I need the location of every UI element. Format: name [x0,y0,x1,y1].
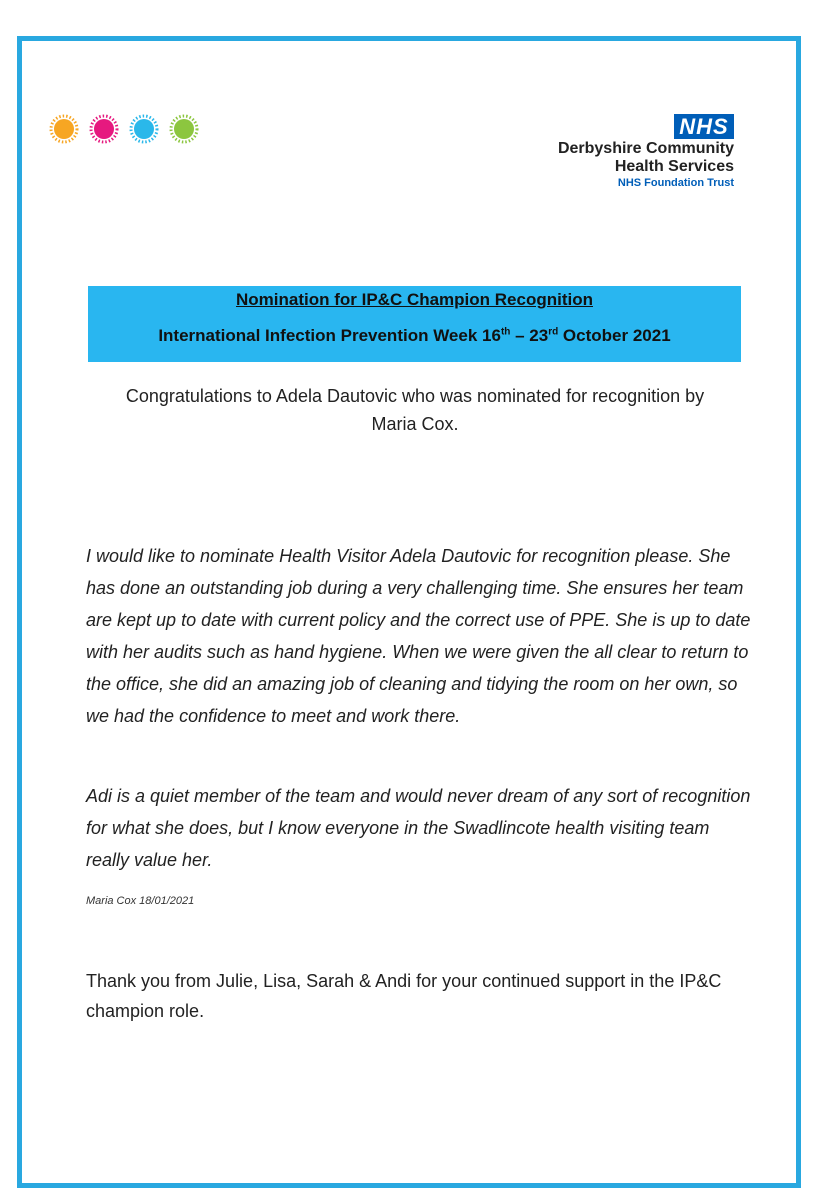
subtitle-part3: October 2021 [558,326,671,345]
org-name-line1: Derbyshire Community [557,140,734,157]
congratulations-text: Congratulations to Adela Dautovic who was nominated for recognition by Maria Cox. [125,386,705,434]
splat-dot-blue [131,116,157,142]
nhs-logo-box: NHS [674,114,734,139]
nomination-paragraph-1: I would like to nominate Health Visitor Adela Dautovic for recognition please. She has done an outstanding job during a very challenging time. She ensures her team are kept up to date with current policy and the correct use of PPE. She is up to date with her audits such as hand hygiene. When we were given the all clear to return to the office, she did an amazing job of cleaning and tidying the room on her own, so we had the confidence to meet and work there. [86,546,751,726]
thank-you-text: Thank you from Julie, Lisa, Sarah & Andi for your continued support in the IP&C champion role. [86,971,722,1021]
nomination-paragraph-2: Adi is a quiet member of the team and would never dream of any sort of recognition for what she does, but I know everyone in the Swadlincote health visiting team really value her. [86,786,751,870]
subtitle-part2: – 23 [510,326,549,345]
splat-dot-pink [91,116,117,142]
title-banner [88,286,741,362]
subtitle-part1: International Infection Prevention Week 16 [158,326,501,345]
subtitle-sup2: rd [548,326,559,338]
decorative-dots [48,113,208,145]
banner-title: Nomination for IP&C Champion Recognition [236,290,593,309]
subtitle-sup1: th [500,326,511,338]
banner-subtitle [88,326,741,346]
splat-dot-green [171,116,197,142]
splat-dot-orange [51,116,77,142]
org-trust-name: NHS Foundation Trust [617,177,734,189]
nominator-signature: Maria Cox 18/01/2021 [86,895,195,907]
nhs-logo [540,114,740,194]
org-name-line2: Health Services [614,158,734,175]
